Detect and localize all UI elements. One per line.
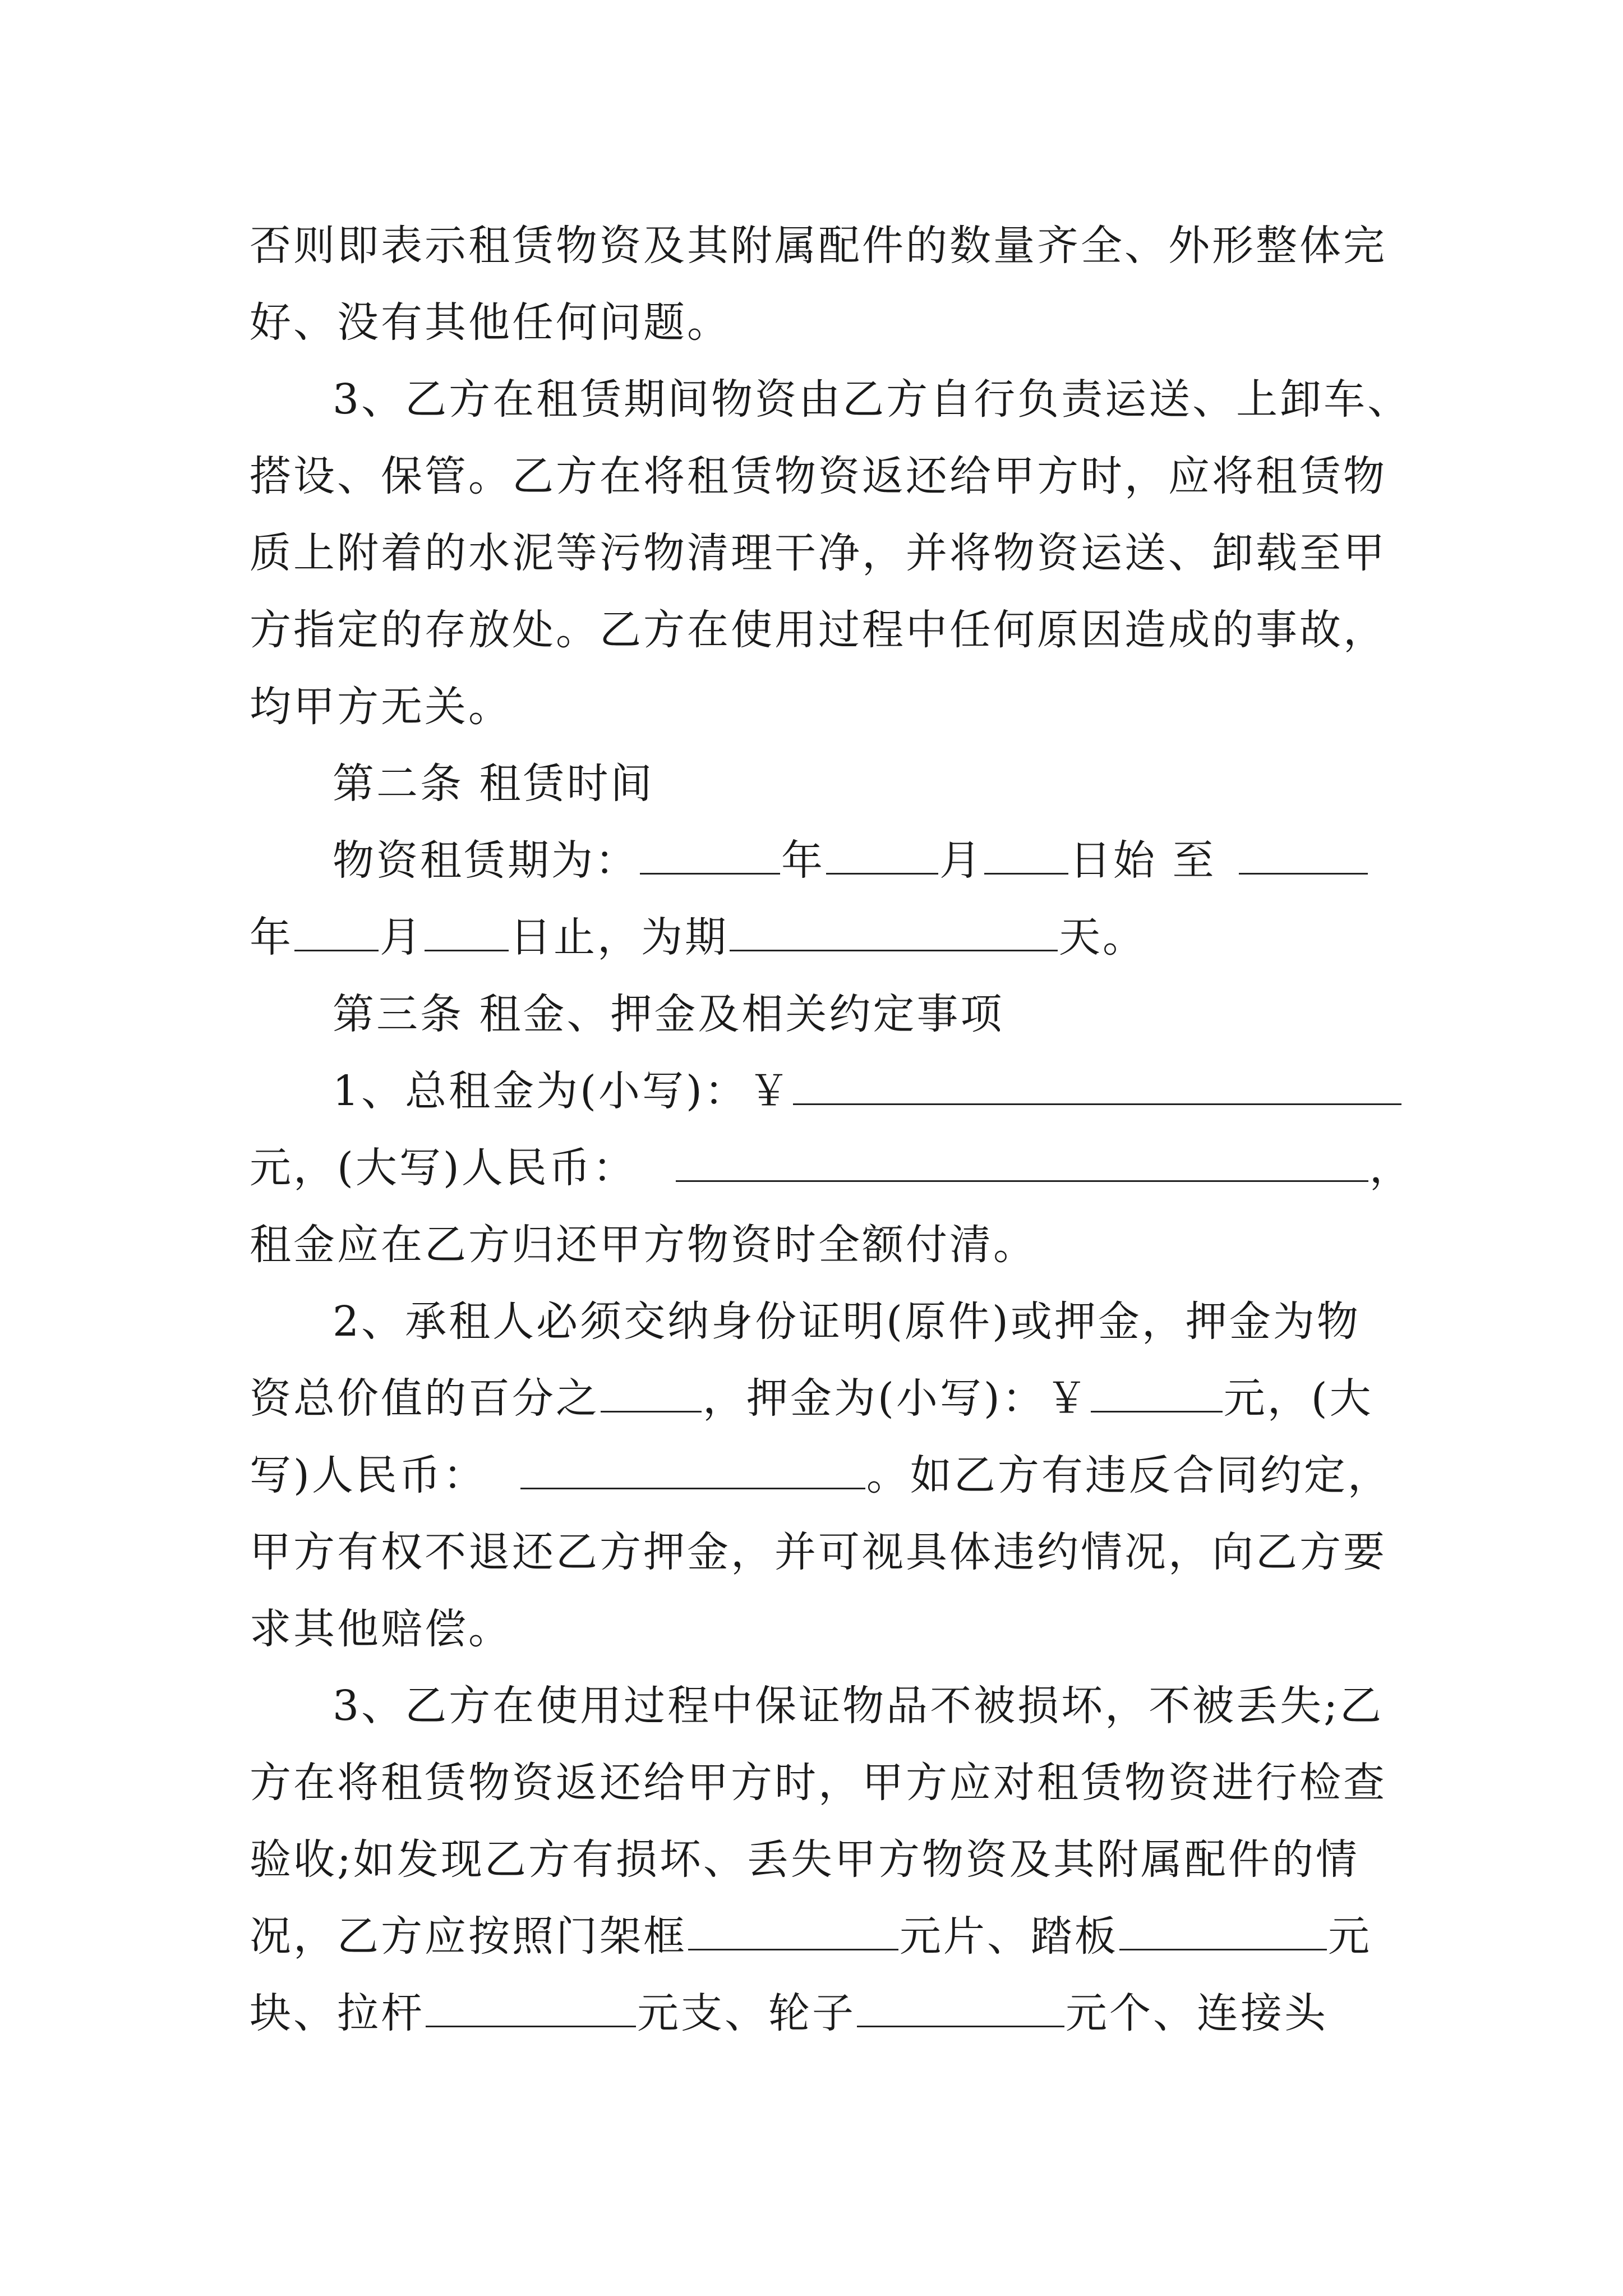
paragraph-line: 否则即表示租赁物资及其附属配件的数量齐全、外形整体完 [250,222,1387,270]
text-segment: 日始 至 [1069,836,1216,885]
paragraph-line: 质上附着的水泥等污物清理干净，并将物资运送、卸载至甲 [250,529,1387,577]
paragraph-line: 验收;如发现乙方有损坏、丢失甲方物资及其附属配件的情 [250,1835,1359,1884]
paragraph-line: 求其他赔偿。 [250,1605,512,1653]
text-segment: 元个、连接头 [1066,1989,1328,2037]
paragraph-line: 甲方有权不退还乙方押金，并可视具体违约情况，向乙方要 [250,1528,1387,1576]
blank-field-year-start [640,835,780,875]
text-segment: 。如乙方有违反合同约定， [866,1451,1391,1499]
blank-field-rent-words [676,1142,1368,1182]
damage-line-4 [250,1898,1382,1975]
paragraph-line: 3、乙方在使用过程中保证物品不被损坏，不被丢失;乙 [333,1682,1384,1730]
text-segment: 月 [380,913,423,961]
text-segment: 元片、踏板 [900,1912,1118,1961]
paragraph-line: 好、没有其他任何问题。 [250,298,731,347]
blank-field-wheel-price [857,1987,1064,2027]
blank-field-day-end [425,912,509,951]
text-segment: 物资租赁期为： [333,836,639,885]
rent-line-1 [250,1053,1382,1130]
blank-field-deposit-amount [1091,1373,1223,1412]
text-segment: 天。 [1059,913,1146,961]
text-segment: 写)人民币： [250,1451,487,1499]
text-segment: 年 [250,913,293,961]
rental-period-line-1 [250,822,1382,899]
text-segment: 元，(大 [1223,1374,1373,1423]
blank-field-days [730,912,1058,951]
document-body [250,208,1413,2052]
text-segment: 元 [1328,1912,1372,1961]
blank-field-pedal-price [1119,1911,1327,1950]
blank-field-month-end [294,912,379,951]
text-segment: ，押金为(小写)：￥ [703,1374,1090,1423]
paragraph-line: 2、承租人必须交纳身份证明(原件)或押金，押金为物 [333,1297,1361,1346]
blank-field-deposit-words [520,1450,865,1489]
text-segment: 况，乙方应按照门架框 [250,1912,687,1961]
paragraph-line: 搭设、保管。乙方在将租赁物资返还给甲方时，应将租赁物 [250,452,1387,500]
text-segment: ， [1369,1144,1413,1192]
blank-field-rod-price [426,1987,636,2027]
text-segment: 元，(大写)人民币： [250,1144,637,1192]
damage-line-5 [250,1975,1382,2052]
blank-field-month-start [826,835,938,875]
blank-field-deposit-percent [601,1373,702,1412]
blank-field-rent-amount [793,1065,1401,1105]
rental-period-line-2 [250,899,1382,976]
text-segment: 元支、轮子 [637,1989,856,2037]
paragraph-line: 3、乙方在租赁期间物资由乙方自行负责运送、上卸车、 [333,375,1412,424]
deposit-line-3 [250,1437,1391,1514]
article-2-heading: 第二条 租赁时间 [333,760,654,808]
blank-field-day-start [984,835,1068,875]
text-segment: 日止，为期 [510,913,728,961]
text-segment: 年 [781,836,825,885]
blank-field-year-end [1239,835,1368,875]
paragraph-line: 方在将租赁物资返还给甲方时，甲方应对租赁物资进行检查 [250,1759,1387,1807]
text-segment: 块、拉杆 [250,1989,425,2037]
text-segment: 1、总租金为(小写)：￥ [333,1067,792,1115]
rent-line-2 [250,1130,1413,1207]
text-segment: 月 [939,836,983,885]
paragraph-line: 方指定的存放处。乙方在使用过程中任何原因造成的事故， [250,606,1387,654]
blank-field-frame-price [688,1911,898,1950]
article-3-heading: 第三条 租金、押金及相关约定事项 [333,990,1004,1038]
text-segment: 资总价值的百分之 [250,1374,600,1423]
paragraph-line: 均甲方无关。 [250,683,512,731]
deposit-line-2 [250,1360,1382,1437]
paragraph-line: 租金应在乙方归还甲方物资时全额付清。 [250,1221,1037,1269]
